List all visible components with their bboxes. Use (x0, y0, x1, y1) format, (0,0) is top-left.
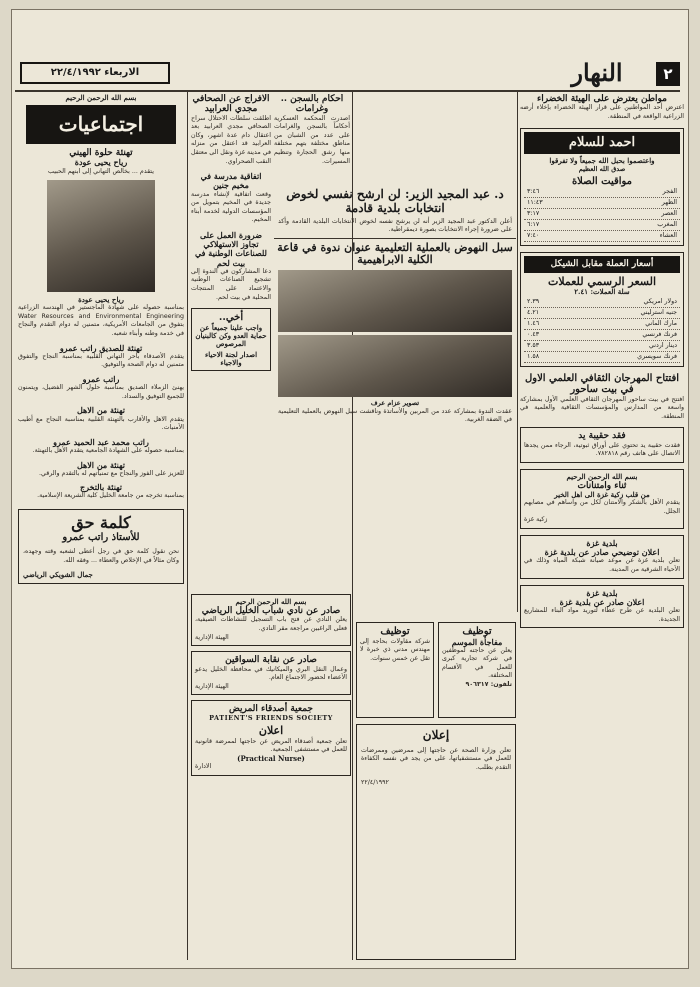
date-box (20, 62, 170, 84)
wanted-label-2: توظيف (380, 626, 410, 637)
right-column (520, 94, 684, 964)
akhi-body: واجب علينا جميعاً عن حماية العدو وكن كالبنيان المرصوص (195, 322, 267, 348)
release-body: اطلقت سلطات الاحتلال سراح الصحافي مجدي العرابيد بعد اعتقال دام عدة اشهر، وكان العرابيد قد اعتقل من منزله في مدينة غزة ونقل الى معتقل النقب الصحراوي. (191, 114, 271, 165)
notice3-body: بمناسبة حصوله على الشهادة الجامعية يتقدم الأهل بالتهنئة. (32, 446, 184, 454)
currency-rate-row-value: ٠.٤٣ (527, 330, 540, 338)
prayer-verse: واعتصموا بحبل الله جميعاً ولا تفرقوا (549, 156, 655, 166)
currency-rate-row-label: دولار امريكي (643, 297, 677, 305)
prayer-box (520, 128, 684, 247)
lost-ad (520, 427, 684, 463)
announcement-date: ٢٢/٤/١٩٩٢ (361, 778, 389, 786)
thanks-basmala: بسم الله الرحمن الرحيم (566, 471, 638, 481)
currency-rate-row (524, 352, 680, 363)
word-signature: جمال الشويكي الرياضي (23, 570, 93, 580)
club-basmala: بسم الله الرحمن الرحيم (235, 597, 307, 606)
prayer-time-row-label: الفجر (662, 188, 677, 196)
notice2-body: يتقدم الاهل والأقارب بالتهنئة القلبية بمناسبة النجاح مع أطيب الأمنيات. (18, 415, 184, 432)
basmala: بسم الله الرحمن الرحيم (65, 94, 137, 102)
industry-headline: ضرورة العمل على تجاوز الاستهلاكي للصناعات الوطنية في بيت لحم (195, 230, 267, 268)
thanks-subtitle: من قلب زكية غزة الى اهل الخير (554, 490, 650, 500)
audience-photo (278, 335, 512, 397)
currency-rate-row-label: دينار اردني (648, 341, 677, 349)
school-body: وقعت اتفاقية لإنشاء مدرسة جديدة في المخيم بتمويل من المؤسسات الدولية لخدمة أبناء المخيم. (191, 190, 271, 224)
rates-list (524, 297, 680, 363)
ministry-announcement (356, 724, 516, 960)
congrats-body: يتقدم الأصدقاء بأحر التهاني القلبية بمناسبة النجاح والتفوق متمنين له دوام الصحة والتوفيق. (18, 352, 184, 369)
masthead-title: النهار (571, 58, 623, 87)
drivers-title: صادر عن نقابة السواقين (225, 655, 317, 666)
society-ad (191, 700, 351, 775)
congrats-title: تهنئة للصديق راتب عمرو (59, 342, 143, 353)
story-rule (274, 238, 516, 239)
zir-headline: د. عبد المجيد الزير: لن ارشح نفسي لخوض انتخابات بلدية قادمة (286, 187, 504, 215)
akhi-title: أخي.. (218, 312, 244, 324)
issue-date: الاربعاء ٢٢/٤/١٩٩٢ (50, 67, 140, 78)
currency-rate-row (524, 297, 680, 308)
currency-rate-row-value: ٢.٣٩ (527, 297, 540, 305)
education-body: عقدت الندوة بمشاركة عدد من المربين والأساتذة وناقشت سبل النهوض بالعملية التعليمية في الضفة الغربية. (278, 407, 512, 424)
club-sign: الهيئة الإدارية (195, 633, 229, 641)
club-notice (191, 594, 351, 646)
prayer-time-row-value: ٧:٤٠ (527, 232, 540, 240)
currency-rate-row-value: ٣.٥٣ (527, 341, 540, 349)
wanted-body-2: شركة مقاولات بحاجة إلى مهندس مدني ذي خبرة لا تقل عن خمس سنوات. (360, 637, 430, 662)
rates-box (520, 252, 684, 366)
wanted-label-1: توظيف (462, 626, 492, 637)
currency-rate-row-value: ١.٤٦ (527, 319, 540, 327)
thanks-body: يتقدم الأهل بالشكر والامتنان لكل من واساهم في مصابهم الجلل. (524, 499, 680, 515)
prayer-time-row-value: ٣:٤٦ (527, 188, 540, 196)
municipality-notice-2 (520, 585, 684, 629)
page-number-box (656, 62, 680, 86)
currency-rate-row-value: ٤.٢١ (527, 308, 540, 316)
social-column (18, 94, 184, 964)
municipality-name-2: بلدية غزة (586, 587, 618, 598)
currency-rate-row (524, 341, 680, 352)
society-name-ar: جمعية أصدقاء المريض (228, 704, 313, 715)
grad-intro: يتقدم ... بخالص التهاني إلى ابنهم الحبيب (48, 167, 154, 175)
rates-title: السعر الرسمي للعملات (547, 274, 657, 288)
currency-rate-row-label: فرنك سويسري (637, 352, 677, 360)
prayer-time-row-value: ٦:١٧ (527, 221, 540, 229)
lost-title: فقد حقيبة يد (578, 431, 626, 442)
notices-block (191, 594, 351, 964)
objection-body: اعترض أحد المواطنين على قرار الهيئة الخضراء بإخلاء أرضه الزراعية الواقعة في المنطقة. (520, 104, 684, 120)
grad-body: بمناسبة حصوله على شهادة الماجستير في الهندسة الزراعية Water Resources and Environmental Engineering بتفوق من الجامعات الأمريكية، متمنين له دوام التقدم والنجاح في خدمة وطنه وأبناء شعبه. (18, 304, 184, 337)
grad-title: تهنئة حلوة الهيني (69, 148, 133, 159)
currency-rate-row-label: فرنك فرنسي (642, 330, 677, 338)
lost-body: فقدت حقيبة يد تحتوي على أوراق ثبوتية، الرجاء ممن يجدها الاتصال على هاتف رقم ٧٨٢٨١٨. (524, 441, 680, 458)
rates-head: أسعار العملة مقابل الشيكل (524, 256, 680, 272)
prayer-verse-source: صدق الله العظيم (578, 164, 626, 173)
currency-rate-row-value: ١.٥٨ (527, 352, 540, 360)
notice5-body: بمناسبة تخرجه من جامعة الخليل كلية الشريعة الإسلامية. (37, 492, 184, 500)
grad-subtitle: رياح يحيى عودة (74, 157, 128, 168)
akhi-box (191, 308, 271, 371)
prayer-time-row (524, 209, 680, 220)
prayer-time-row (524, 187, 680, 198)
currency-rate-row (524, 330, 680, 341)
newspaper-page (11, 9, 689, 969)
society-sign: الادارة (195, 762, 212, 770)
education-block (274, 186, 516, 566)
group-title: راتب عمرو (82, 373, 120, 384)
prayer-time-row (524, 231, 680, 242)
word-box (18, 509, 184, 584)
ceremony-photo (278, 270, 512, 332)
drivers-body: وعمال النقل البري والميكانيك في محافظة الخليل يدعو الأعضاء لحضور الاجتماع العام. (195, 665, 347, 682)
column-rule (187, 92, 188, 960)
education-headline: سبل النهوض بالعملية التعليمية عنوان ندوة في قاعة الكلية الابراهيمية (277, 240, 513, 267)
wanted-ad-1 (438, 622, 516, 718)
thanks-sign: زكية غزة (524, 516, 548, 524)
notice4-title: تهنئة من الاهل (76, 459, 126, 470)
currency-rate-row-label: جنيه استرليني (640, 308, 677, 316)
word-title: كلمة حق (71, 513, 131, 533)
municipality-name-1: بلدية غزة (586, 538, 618, 549)
announcement-title: إعلان (422, 728, 450, 742)
prayer-time-row-value: ٣:١٧ (527, 210, 540, 218)
notice2-title: تهنئة من الاهل (76, 405, 126, 416)
municipality-notice-1 (520, 535, 684, 579)
thanks-box (520, 469, 684, 529)
news-column-left (191, 94, 271, 554)
photo-caption: رياح يحيى عودة (78, 295, 124, 305)
word-body: نحن نقول كلمة حق في رجل أعطى لشعبه وقته وجهده، وكان مثالاً في الإخلاص والعطاء ... وفقه الله. (23, 547, 179, 564)
notice5-title: تهنئة بالتخرج (79, 482, 123, 493)
prayer-title: احمد للسلام (524, 132, 680, 155)
currency-rate-row-label: مارك الماني (645, 319, 677, 327)
sentences-body: اصدرت المحكمة العسكرية أحكاماً بالسجن والغرامات على عدد من الشبان من مناطق مختلفة بتهم مختلفة منها رشق الحجارة وتنظيم المسيرات. (274, 114, 350, 165)
municipality-body-2: تعلن البلدية عن طرح عطاء لتوريد مواد البناء للمشاريع الجديدة. (524, 606, 680, 623)
social-banner: اجتماعيات (26, 105, 176, 144)
prayer-time-row-label: العشاء (659, 232, 677, 240)
society-name-en: PATIENT'S FRIENDS SOCIETY (209, 713, 333, 722)
school-headline: اتفاقية مدرسة في مخيم جنين (200, 171, 262, 191)
wanted-body-1: يعلن عن حاجته لموظفين في شركة تجارية كبرى للعمل في الأقسام المختلفة. (442, 646, 512, 680)
prayer-times-list (524, 187, 680, 242)
festival-body: افتتح في بيت ساحور المهرجان الثقافي العلمي الأول بمشاركة واسعة من المدارس والمؤسسات الثقافية والعلمية في المنطقة. (520, 395, 684, 420)
zir-body: أعلن الدكتور عبد المجيد الزير أنه لن يرشح نفسه لخوض الانتخابات البلدية القادمة وأكد على ضرورة إجراء الانتخابات بصورة ديمقراطية. (278, 217, 512, 234)
release-headline: الافراج عن الصحافي مجدي العرابيد (192, 94, 270, 115)
objection-headline: مواطن يعترض على الهيئة الخضراء (537, 94, 667, 104)
club-body: يعلن النادي عن فتح باب التسجيل للنشاطات الصيفية، فعلى الراغبين مراجعة مقر النادي. (195, 616, 347, 632)
announcement-body: تعلن وزارة الصحة عن حاجتها إلى ممرضين وممرضات للعمل في مستشفياتها، على من يجد في نفسه الكفاءة التقدم بطلب. (361, 746, 511, 771)
festival-headline: افتتاح المهرجان الثقافي العلمي الاول في بيت ساحور (524, 372, 680, 396)
municipality-title-1: اعلان توضيحي صادر عن بلدية غزة (544, 547, 660, 558)
prayer-time-row-value: ١١:٤٣ (527, 199, 543, 207)
masthead-rule (15, 90, 680, 92)
sentences-headline: أحكام بالسجن .. وغرامات (280, 94, 344, 115)
graduate-photo (47, 180, 155, 292)
municipality-title-2: اعلان صادر عن بلدية غزة (559, 596, 645, 607)
practical-nurse: (Practical Nurse) (237, 753, 305, 763)
industry-body: دعا المشاركون في الندوة إلى تشجيع الصناعات الوطنية والاعتماد على المنتجات المحلية في بيت لحم. (191, 267, 271, 301)
notice3-title: راتب محمد عبد الحميد عمرو (53, 436, 149, 447)
wanted-phone-1: تلفون: ٩٠٦٣١٧ (465, 681, 512, 689)
prayer-time-row (524, 220, 680, 231)
photo-credit: تصوير عزام عرف (370, 399, 420, 408)
club-title: صادر عن نادي شباب الخليل الرياضي (201, 606, 341, 617)
prayer-time-row (524, 198, 680, 209)
wanted-title-1: مفاجأة الموسم (451, 636, 503, 647)
prayer-time-row-label: المغرب (657, 221, 677, 229)
drivers-sign: الهيئة الإدارية (195, 682, 229, 690)
drivers-notice (191, 651, 351, 695)
wanted-ad-2 (356, 622, 434, 718)
municipality-body-1: تعلن بلدية غزة عن موعد صيانة شبكة المياه وذلك في الأحياء الشرقية من المدينة. (524, 557, 680, 574)
word-subtitle: للأستاذ راتب عمرو (62, 532, 140, 544)
prayer-times-title: مواقيت الصلاة (571, 175, 633, 187)
thanks-title: ثناء وامتنانات (577, 480, 627, 491)
ads-block (356, 622, 516, 962)
society-ad-body: تعلن جمعية أصدقاء المريض عن حاجتها لممرضة قانونية للعمل في مستشفى الجمعية. (195, 737, 347, 754)
society-ad-title: اعلان (258, 724, 284, 738)
rates-basket: سلة العملات: ٢.٤١ (574, 287, 630, 297)
group-body: يهنئ الزملاء الصديق بمناسبة حلول الشهر الفضيل، ويتمنون للجميع التوفيق والسداد. (18, 384, 184, 400)
prayer-time-row-label: العصر (661, 210, 677, 218)
column-rule (517, 92, 518, 612)
notice4-body: للعزيز على الفوز والنجاح مع تمنياتهم له بالتقدم والرقي. (39, 469, 184, 477)
page-number: ٢ (663, 65, 673, 83)
currency-rate-row (524, 308, 680, 319)
prayer-time-row-label: الظهر (661, 199, 677, 207)
akhi-footer: اصدار لجنة الاحياء والاجياء (204, 349, 258, 367)
currency-rate-row (524, 319, 680, 330)
